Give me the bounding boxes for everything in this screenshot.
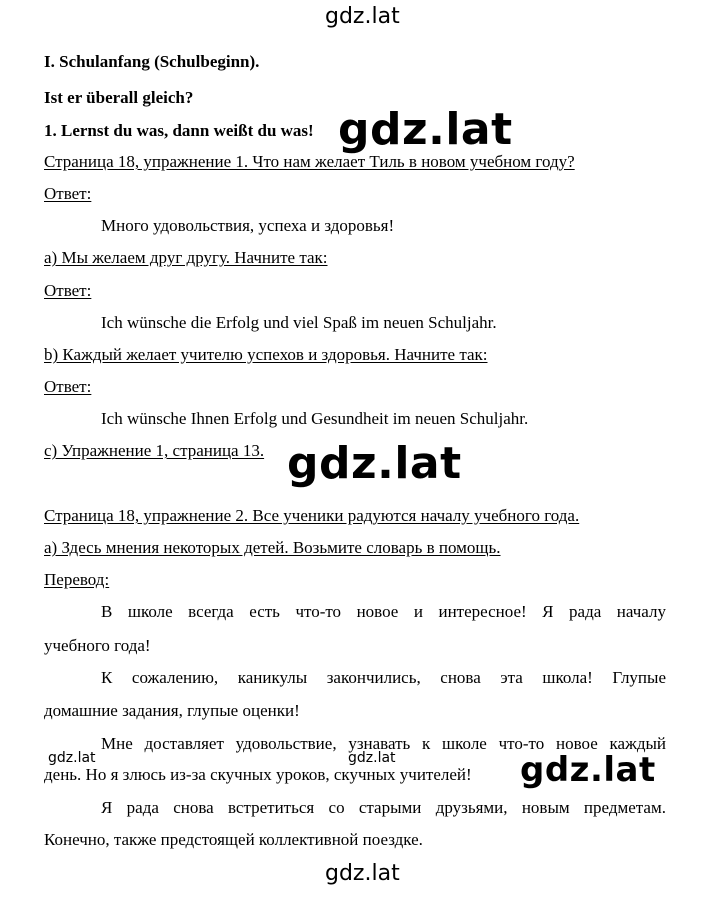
task2-p2-line1: К сожалению, каникулы закончились, снова эта школа! Глупые xyxy=(101,668,666,687)
task2-a-title: а) Здесь мнения некоторых детей. Возьмите словарь в помощь. xyxy=(44,538,501,557)
heading-chapter: I. Schulanfang (Schulbeginn). xyxy=(44,52,260,71)
watermark-bottom: gdz.lat xyxy=(325,861,400,886)
heading-section: 1. Lernst du was, dann weißt du was! xyxy=(44,121,314,140)
task2-title: Страница 18, упражнение 2. Все ученики радуются началу учебного года. xyxy=(44,506,580,525)
watermark-large-2: gdz.lat xyxy=(287,438,462,489)
task2-p4-line2: Конечно, также предстоящей коллективной поездке. xyxy=(44,830,423,849)
task1-answer-label: Ответ: xyxy=(44,184,92,203)
task1-a-answer: Ich wünsche die Erfolg und viel Spaß im neuen Schuljahr. xyxy=(101,313,497,332)
task1-b-title: b) Каждый желает учителю успехов и здоровья. Начните так: xyxy=(44,345,488,364)
task1-a-answer-label: Ответ: xyxy=(44,281,92,300)
task2-p2-line2: домашние задания, глупые оценки! xyxy=(44,701,300,720)
watermark-small-center: gdz.lat xyxy=(348,750,396,766)
task2-p3-line2: день. Но я злюсь из-за скучных уроков, скучных учителей! xyxy=(44,765,472,784)
task2-p3-line1: Мне доставляет удовольствие, узнавать к школе что-то новое каждый xyxy=(101,734,666,753)
task1-a-title: а) Мы желаем друг другу. Начните так: xyxy=(44,248,328,267)
watermark-large-1: gdz.lat xyxy=(338,104,513,155)
watermark-top: gdz.lat xyxy=(325,4,400,29)
task1-b-answer-label: Ответ: xyxy=(44,377,92,396)
task2-p4-line1: Я рада снова встретиться со старыми друзьями, новым предметам. xyxy=(101,798,666,817)
task1-answer: Много удовольствия, успеха и здоровья! xyxy=(101,216,395,235)
watermark-small-left: gdz.lat xyxy=(48,750,96,766)
watermark-large-3: gdz.lat xyxy=(520,750,656,790)
task1-title: Страница 18, упражнение 1. Что нам желает Тиль в новом учебном году? xyxy=(44,152,575,171)
task2-p1-line1: В школе всегда есть что-то новое и интересное! Я рада началу xyxy=(101,602,666,621)
task2-p1-line2: учебного года! xyxy=(44,636,151,655)
task1-b-answer: Ich wünsche Ihnen Erfolg und Gesundheit im neuen Schuljahr. xyxy=(101,409,529,428)
heading-subtitle: Ist er überall gleich? xyxy=(44,88,194,107)
task2-translation-label: Перевод: xyxy=(44,570,110,589)
task1-c-title: с) Упражнение 1, страница 13. xyxy=(44,441,265,460)
